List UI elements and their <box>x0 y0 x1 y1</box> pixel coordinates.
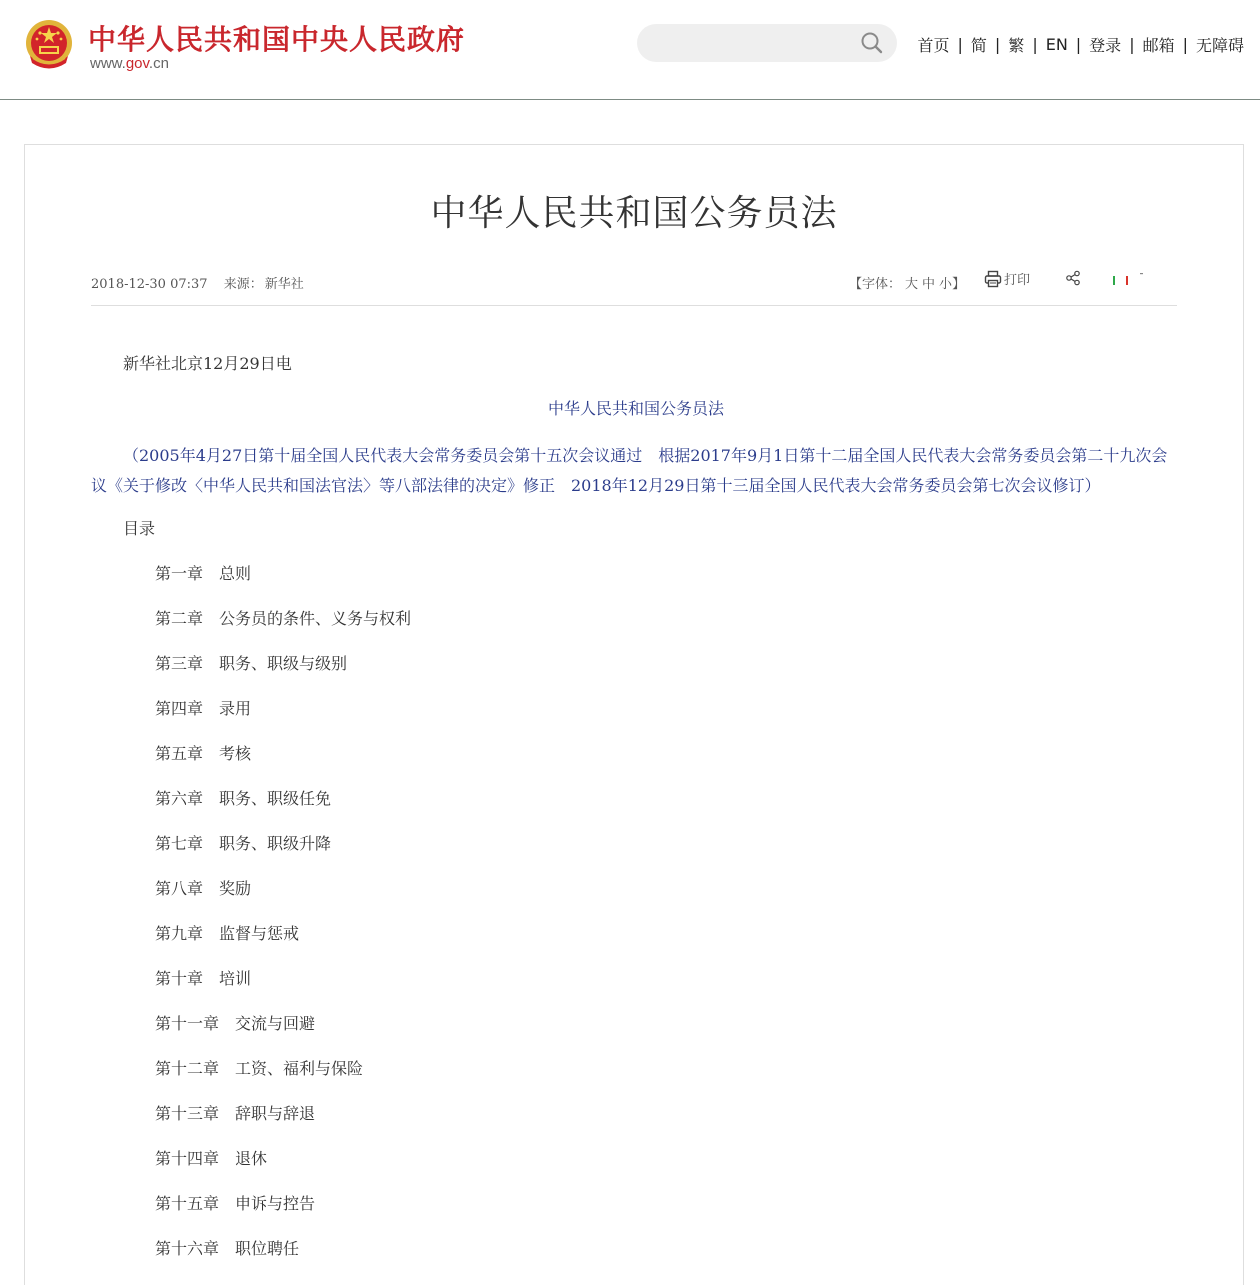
article-meta-bar <box>91 269 1177 306</box>
font-size-small[interactable]: 小 <box>939 277 953 292</box>
national-emblem-icon[interactable] <box>24 18 74 72</box>
chapter-name: 总则 <box>219 564 252 583</box>
chapter-name: 职位聘任 <box>235 1239 300 1258</box>
chapter-name: 工资、福利与保险 <box>235 1059 364 1078</box>
toc-item <box>91 786 1181 812</box>
nav-login[interactable]: 登录 <box>1089 36 1122 55</box>
toc-item <box>91 1236 1181 1262</box>
nav-separator: | <box>957 35 963 54</box>
chapter-name: 奖励 <box>219 879 252 898</box>
chapter-number: 第十章 <box>155 969 204 988</box>
chapter-number: 第七章 <box>155 834 204 853</box>
toc-item <box>91 1011 1181 1037</box>
toc-item <box>91 831 1181 857</box>
nav-mail[interactable]: 邮箱 <box>1142 36 1175 55</box>
nav-separator: | <box>1129 35 1135 54</box>
toc-item <box>91 696 1181 722</box>
toc-item <box>91 606 1181 632</box>
chapter-name: 培训 <box>219 969 252 988</box>
chapter-number: 第二章 <box>155 609 204 628</box>
toc-heading: 目录 <box>123 519 156 538</box>
table-of-contents <box>91 561 1181 1262</box>
chapter-name: 公务员的条件、义务与权利 <box>219 609 412 628</box>
chapter-name: 申诉与控告 <box>235 1194 316 1213</box>
nav-separator: | <box>1032 35 1038 54</box>
font-size-label: 【字体： <box>849 277 902 292</box>
chapter-name: 职务、职级与级别 <box>219 654 348 673</box>
nav-separator: | <box>1182 35 1188 54</box>
chapter-number: 第三章 <box>155 654 204 673</box>
toc-item <box>91 1056 1181 1082</box>
toc-item <box>91 1146 1181 1172</box>
chapter-number: 第十六章 <box>155 1239 220 1258</box>
domain-prefix: www. <box>90 55 126 72</box>
chapter-number: 第一章 <box>155 564 204 583</box>
site-domain <box>90 55 169 72</box>
article-body <box>91 351 1181 1281</box>
chapter-name: 交流与回避 <box>235 1014 316 1033</box>
font-size-close: 】 <box>952 277 966 292</box>
nav-home[interactable]: 首页 <box>917 36 950 55</box>
font-size-large[interactable]: 大 <box>905 277 919 292</box>
chapter-number: 第四章 <box>155 699 204 718</box>
nav-simplified[interactable]: 简 <box>970 36 987 55</box>
toc-item <box>91 921 1181 947</box>
print-button[interactable] <box>984 269 1030 288</box>
search-icon[interactable] <box>860 31 884 55</box>
search-box[interactable] <box>637 24 897 62</box>
domain-mid: gov <box>125 55 149 72</box>
chapter-name: 职务、职级升降 <box>219 834 332 853</box>
social-share-marks-icon[interactable] <box>1112 271 1148 287</box>
site-header <box>0 0 1260 100</box>
publish-date: 2018-12-30 07:37 <box>91 277 208 292</box>
chapter-number: 第九章 <box>155 924 204 943</box>
nav-accessibility[interactable]: 无障碍 <box>1195 36 1244 55</box>
nav-separator: | <box>1075 35 1082 54</box>
search-input[interactable] <box>651 24 855 64</box>
chapter-number: 第十五章 <box>155 1194 220 1213</box>
chapter-name: 辞职与辞退 <box>235 1104 316 1123</box>
source-name: 新华社 <box>264 277 304 292</box>
share-icon[interactable] <box>1065 270 1081 286</box>
chapter-name: 考核 <box>219 744 252 763</box>
toc-item <box>91 1101 1181 1127</box>
chapter-name: 录用 <box>219 699 252 718</box>
font-size-control <box>849 273 965 292</box>
nav-english[interactable]: EN <box>1045 35 1068 54</box>
font-size-medium[interactable]: 中 <box>922 277 936 292</box>
chapter-number: 第十一章 <box>155 1014 220 1033</box>
chapter-number: 第六章 <box>155 789 204 808</box>
toc-item <box>91 966 1181 992</box>
top-nav <box>917 33 1244 56</box>
toc-item <box>91 1191 1181 1217</box>
toc-item <box>91 561 1181 587</box>
site-name[interactable]: 中华人民共和国中央人民政府 <box>88 23 466 56</box>
print-label: 打印 <box>1004 273 1031 288</box>
nav-separator: | <box>994 35 1001 54</box>
article-meta <box>91 273 304 292</box>
nav-traditional[interactable]: 繁 <box>1008 36 1025 55</box>
chapter-number: 第五章 <box>155 744 204 763</box>
revision-note[interactable]: （2005年4月27日第十届全国人民代表大会常务委员会第十五次会议通过 根据2017年9月1日第十二届全国人民代表大会常务委员会第二十九次会议《关于修改〈中华人民共和国法官法〉等八部法律的决定》修正 2018年12月29日第十三届全国人民代表大会常务委员会第七次会议修订） <box>91 446 1168 495</box>
chapter-name: 职务、职级任免 <box>219 789 332 808</box>
toc-item <box>91 651 1181 677</box>
toc-item <box>91 741 1181 767</box>
chapter-number: 第八章 <box>155 879 204 898</box>
domain-suffix: .cn <box>148 55 169 72</box>
article-panel <box>24 144 1244 1285</box>
article-title: 中华人民共和国公务员法 <box>430 193 838 234</box>
chapter-number: 第十二章 <box>155 1059 220 1078</box>
law-title[interactable]: 中华人民共和国公务员法 <box>547 399 724 418</box>
chapter-number: 第十四章 <box>155 1149 220 1168</box>
article-intro: 新华社北京12月29日电 <box>123 354 292 373</box>
chapter-name: 监督与惩戒 <box>219 924 300 943</box>
chapter-number: 第十三章 <box>155 1104 220 1123</box>
source-label: 来源： <box>223 277 263 292</box>
print-icon <box>984 270 1002 288</box>
chapter-name: 退休 <box>235 1149 268 1168</box>
toc-item <box>91 876 1181 902</box>
